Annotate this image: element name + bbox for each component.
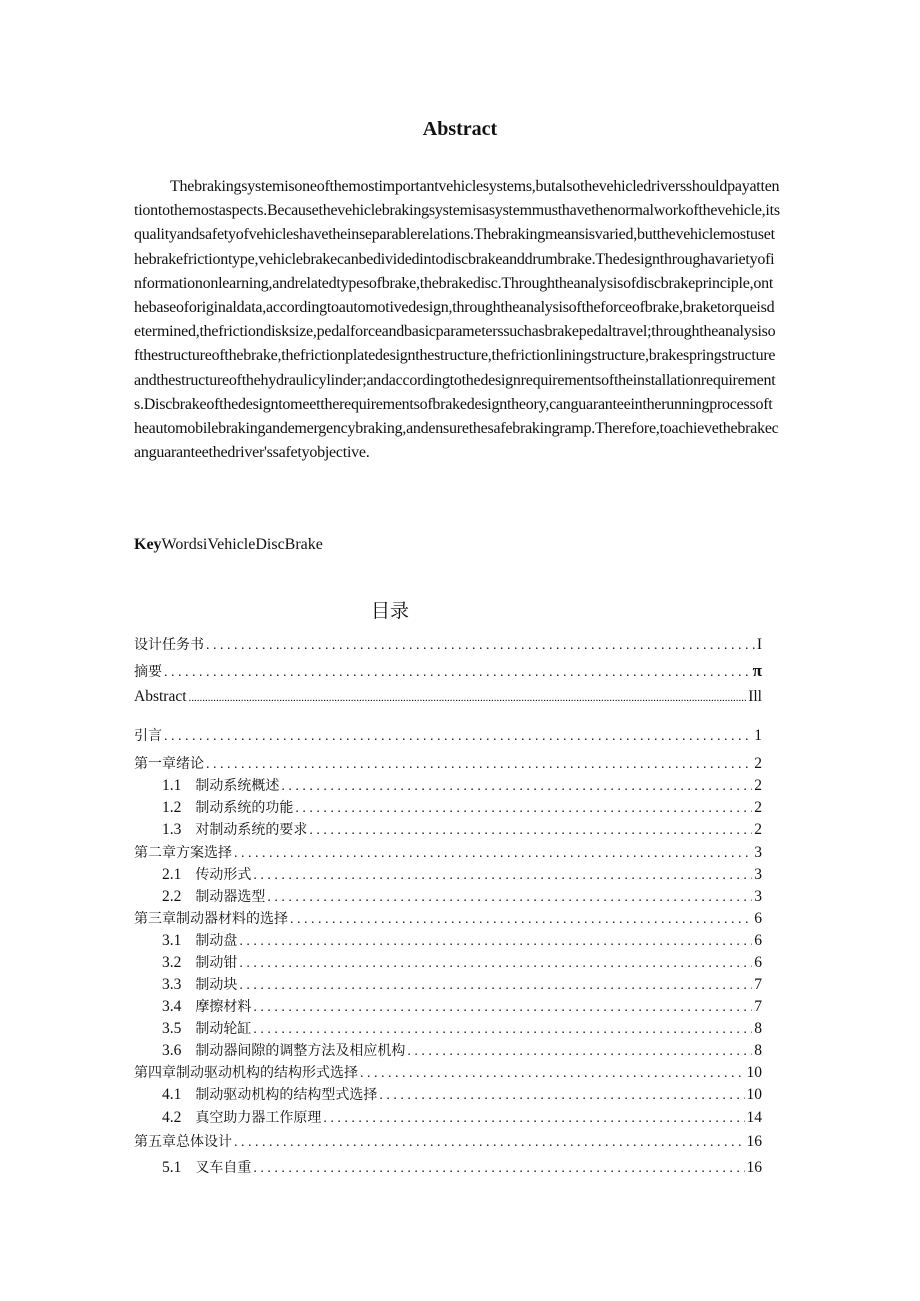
toc-entry[interactable]: [134, 886, 762, 906]
toc-entry-number: 2.1: [162, 866, 182, 883]
toc-entry-page: 10: [746, 1064, 762, 1081]
toc-entry[interactable]: [134, 819, 762, 839]
toc-entry-page: 6: [754, 932, 762, 949]
toc-entry-label: 第二章方案选择: [134, 845, 232, 861]
toc-entry-label: 制动块: [195, 977, 238, 993]
toc-entry[interactable]: [134, 688, 762, 706]
toc-entry[interactable]: [134, 996, 762, 1016]
toc-entry-label: 真空助力器工作原理: [195, 1110, 322, 1126]
toc-entry[interactable]: [134, 1040, 762, 1060]
toc-entry-label: 制动钳: [195, 955, 238, 971]
toc-entry-label: 制动驱动机构的结构型式选择: [195, 1087, 378, 1103]
toc-entry-page: 14: [746, 1109, 762, 1126]
toc-leader: [267, 890, 752, 906]
toc-entry-label: 制动系统概述: [195, 778, 280, 794]
toc-leader: [379, 1088, 744, 1104]
toc-leader: [290, 912, 752, 928]
toc-entry-page: 2: [754, 777, 762, 794]
toc-entry-number: 1.3: [162, 821, 182, 838]
toc-leader: [253, 868, 752, 884]
toc-leader: [164, 729, 752, 745]
toc-leader: [253, 1000, 752, 1016]
toc-title: 目录: [370, 600, 409, 622]
toc-leader: [281, 779, 752, 795]
toc-entry-number: 3.4: [162, 998, 182, 1015]
abstract-text: Thebrakingsystemisoneofthemostimportantvehiclesystems,butalsothevehicledriversshouldpayattentiontothemostaspects.Becausethevehiclebrakingsystemisasystemmusthavethenormalworkofthevehicle,itsqualityandsafetyofvehicleshavetheinseparablerelations.Thebrakingmeansisvaried,butthevehiclemostusethebrakefrictiontype,vehiclebrakecanbedividedintodiscbrakeanddrumbrake.Thedesignthroughavarietyofinformationonlearning,andrelatedtypesofbrake,thebrakedisc.Throughtheanalysisofdiscbrakeprinciple,onthebaseoforiginaldata,accordingtoautomotivedesign,throughtheanalysisoftheforceofbrake,braketorqueisdetermined,thefrictiondisksize,pedalforceandbasicparameterssuchasbrakepedaltravel;throughtheanalysisofthestructureofthebrake,thefrictionplatedesignthestructure,thefrictionliningstructure,brakespringstructureandthestructureofthehydraulicylinder;andaccordingtothedesignrequirementsoftheinstallationrequirements.Discbrakeofthedesigntomeettherequirementsofbrakedesigntheory,canguaranteeintherunningprocessoftheautomobilebrakingandemergencybraking,andensurethesafebrakingramp.Therefore,toachievethebrakecanguaranteethedriver'ssafetyobjective.: [134, 178, 780, 462]
toc-entry-page: 16: [746, 1159, 762, 1176]
toc-entry[interactable]: [134, 952, 762, 972]
toc-entry-page: 6: [754, 954, 762, 971]
toc-entry-label: 引言: [134, 728, 162, 744]
toc-entry-page: 16: [746, 1133, 762, 1150]
toc-entry-label: Abstract: [134, 688, 187, 705]
toc-leader: [239, 978, 752, 994]
toc-entry-page: 1: [754, 727, 762, 744]
toc-entry-number: 2.2: [162, 888, 182, 905]
toc-entry[interactable]: [134, 753, 762, 773]
toc-entry-label: 制动系统的功能: [195, 800, 294, 816]
toc-entry-page: 7: [754, 998, 762, 1015]
toc-entry-page: 7: [754, 976, 762, 993]
toc-entry-label: 叉车自重: [195, 1160, 252, 1176]
toc-leader: [234, 1135, 745, 1151]
toc-entry-number: 3.5: [162, 1020, 182, 1037]
toc-leader: [407, 1044, 752, 1060]
toc-entry-label: 第一章绪论: [134, 756, 204, 772]
toc-entry[interactable]: [134, 842, 762, 862]
toc-leader: [323, 1111, 744, 1127]
toc-entry-page: 2: [754, 821, 762, 838]
toc-entry-label: 制动器选型: [195, 889, 266, 905]
toc-entry-label: 对制动系统的要求: [195, 822, 308, 838]
toc-entry-page: 6: [754, 910, 762, 927]
toc-entry-number: 1.1: [162, 777, 182, 794]
toc-entry-page: 3: [754, 866, 762, 883]
toc-entry[interactable]: [134, 797, 762, 817]
toc-entry-label: 摘要: [134, 664, 162, 680]
toc-entry-page: 8: [754, 1020, 762, 1037]
toc-leader: [234, 846, 752, 862]
abstract-body: [134, 175, 780, 465]
toc-entry[interactable]: [134, 775, 762, 795]
toc-entry-label: 第五章总体设计: [134, 1134, 232, 1150]
toc-entry-page: I: [756, 636, 762, 653]
toc-entry-page: 3: [754, 888, 762, 905]
toc-leader: [309, 823, 752, 839]
toc-entry-number: 4.1: [162, 1086, 182, 1103]
toc-entry-page: 2: [754, 799, 762, 816]
toc-entry-number: 1.2: [162, 799, 182, 816]
toc-leader: [239, 956, 752, 972]
keywords-line: [134, 536, 323, 554]
toc-entry-label: 摩擦材料: [195, 999, 252, 1015]
toc-entry[interactable]: [134, 1084, 762, 1104]
toc-entry-number: 4.2: [162, 1109, 182, 1126]
toc-entry-label: 设计任务书: [134, 637, 204, 653]
toc-entry-label: 制动器间隙的调整方法及相应机构: [195, 1043, 406, 1059]
toc-entry-page: Ill: [748, 688, 762, 705]
toc-entry-label: 制动盘: [195, 933, 238, 949]
toc-entry[interactable]: [134, 1107, 762, 1127]
toc-entry-number: 5.1: [162, 1159, 182, 1176]
toc-entry[interactable]: [134, 661, 762, 681]
toc-leader: [253, 1161, 744, 1177]
toc-entry-label: 第四章制动驱动机构的结构形式选择: [134, 1065, 358, 1081]
toc-entry-page: 3: [754, 844, 762, 861]
toc-leader: [189, 690, 747, 706]
toc-entry-number: 3.6: [162, 1042, 182, 1059]
abstract-title: Abstract: [422, 118, 498, 140]
toc-leader: [164, 665, 751, 681]
toc-leader: [253, 1022, 752, 1038]
toc-entry-label: 第三章制动器材料的选择: [134, 911, 288, 927]
toc-entry[interactable]: [134, 1157, 762, 1177]
toc-entry-page: 10: [746, 1086, 762, 1103]
toc-entry[interactable]: [134, 864, 762, 884]
toc-leader: [239, 934, 752, 950]
toc-entry[interactable]: [134, 930, 762, 950]
keywords-text: WordsiVehicleDiscBrake: [161, 536, 323, 553]
toc-entry-page: 8: [754, 1042, 762, 1059]
toc-leader: [295, 801, 752, 817]
keywords-label: Key: [134, 536, 162, 553]
toc-entry-number: 3.1: [162, 932, 182, 949]
toc-entry-label: 传动形式: [195, 867, 252, 883]
toc-leader: [360, 1066, 745, 1082]
toc-leader: [206, 757, 752, 773]
toc-entry-number: 3.2: [162, 954, 182, 971]
toc-entry[interactable]: [134, 634, 762, 654]
toc-entry-page: 2: [754, 755, 762, 772]
toc-entry[interactable]: [134, 1062, 762, 1082]
toc-entry[interactable]: [134, 725, 762, 745]
toc-entry[interactable]: [134, 1131, 762, 1151]
toc-entry[interactable]: [134, 1018, 762, 1038]
toc-entry-number: 3.3: [162, 976, 182, 993]
toc-leader: [206, 638, 755, 654]
toc-entry-label: 制动轮缸: [195, 1021, 252, 1037]
toc-entry[interactable]: [134, 974, 762, 994]
toc-entry-page: π: [752, 661, 762, 680]
toc-entry[interactable]: [134, 908, 762, 928]
